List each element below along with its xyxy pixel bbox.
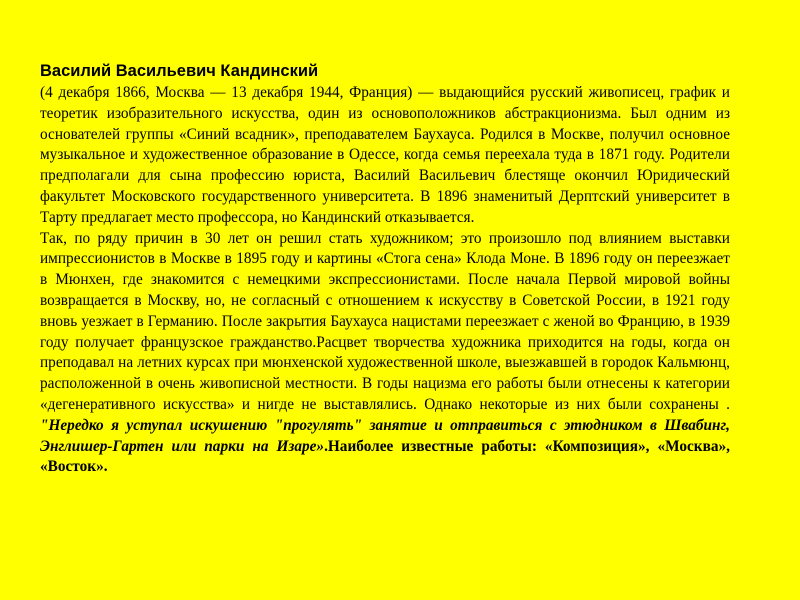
biography-paragraph-1: (4 декабря 1866, Москва — 13 декабря 1944, Франция) — выдающийся русский живописец, график и теоретик изобразительного искусства, один из основоположников абстракционизма. Был одним из основателей группы «Синий всадник», преподавателем Баухауса. Родился в Москве, получил основное музыкальное и художественное образование в Одессе, когда семья переехала туда в 1871 году. Родители предполагали для сына профессию юриста, Василий Васильевич блестяще окончил Юридический факультет Московского государственного университета. В 1896 знаменитый Дерптский университет в Тарту предлагает место профессора, но Кандинский отказывается. (40, 84, 730, 226)
page-title: Василий Васильевич Кандинский (40, 62, 319, 80)
famous-works: .Наиболее известные работы: «Композиция», «Москва», «Восток». (40, 437, 730, 476)
biography-text: Так, по ряду причин в 30 лет он решил стать художником; это произошло под влиянием выставки импрессионистов в Москве в 1895 году и картины «Стога сена» Клода Моне. В 1896 году он переезжает в Мюнхен, где знакомится с немецкими экспрессионистами. После начала Первой мировой войны возвращается в Москву, но, не согласный с отношением к искусству в Советской России, в 1921 году вновь уезжает в Германию. После закрытия Баухауса нацистами переезжает с женой во Францию, в 1939 году получает французское гражданство.Расцвет творчества художника приходится на годы, когда он преподавал на летних курсах при мюнхенской художественной школе, выезжавшей в городок Кальмюнц, расположенной в очень живописной местности. В годы нацизма его работы были отнесены к категории «дегенеративного искусства» и нигде не выставлялись. Однако некоторые из них были сохранены . (40, 229, 730, 413)
kandinsky-quote: "Нередко я уступал искушению "прогулять" занятие и отправиться с этюдником в Швабинг, Энглишер-Гартен или парки на Изаре» (40, 416, 730, 455)
slide-content (40, 60, 730, 478)
biography-paragraph-2 (40, 229, 730, 479)
